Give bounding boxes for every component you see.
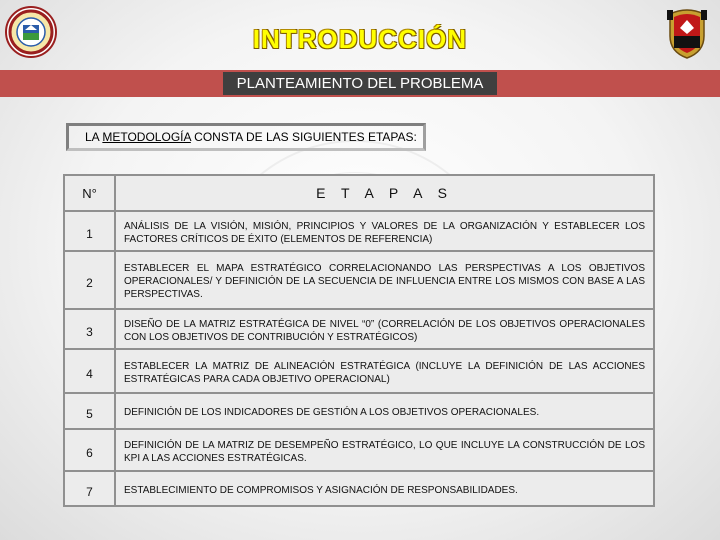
row-description: ESTABLECER LA MATRIZ DE ALINEACIÓN ESTRATÉGICA (INCLUYE LA DEFINICIÓN DE LAS ACCIONES ESTRATÉGICAS PARA CADA OBJETIVO OPERACIONAL) — [116, 350, 653, 392]
header-etapas: E T A P A S — [116, 176, 653, 210]
row-number: 2 — [65, 252, 114, 308]
row-description: ESTABLECER EL MAPA ESTRATÉGICO CORRELACIONANDO LAS PERSPECTIVAS A LOS OBJETIVOS OPERACIONALES/ Y DEFINICIÓN DE LA SECUENCIA DE INFLUENCIA ENTRE LOS MISMOS CON BASE A LAS PERSPECTIVAS. — [116, 252, 653, 308]
row-number: 3 — [65, 310, 114, 348]
row-description: DISEÑO DE LA MATRIZ ESTRATÉGICA DE NIVEL “0” (CORRELACIÓN DE LOS OBJETIVOS OPERACIONALES CON LOS OBJETIVOS DE CONTRIBUCIÓN Y ESTRATÉGICOS) — [116, 310, 653, 348]
row-description: ESTABLECIMIENTO DE COMPROMISOS Y ASIGNACIÓN DE RESPONSABILIDADES. — [116, 472, 653, 505]
stages-table — [63, 174, 655, 507]
row-description: DEFINICIÓN DE LA MATRIZ DE DESEMPEÑO ESTRATÉGICO, LO QUE INCLUYE LA CONSTRUCCIÓN DE LOS KPI A LAS ACCIONES ESTRATÉGICAS. — [116, 430, 653, 470]
intro-callout — [66, 123, 426, 151]
intro-underlined-word: METODOLOGÍA — [102, 130, 191, 144]
page-subtitle: PLANTEAMIENTO DEL PROBLEMA — [223, 72, 497, 95]
row-number: 4 — [65, 350, 114, 392]
page-title: INTRODUCCIÓN — [252, 24, 468, 54]
row-description: ANÁLISIS DE LA VISIÓN, MISIÓN, PRINCIPIOS Y VALORES DE LA ORGANIZACIÓN Y ESTABLECER LOS FACTORES CRÍTICOS DE ÉXITO (ELEMENTOS DE REFERENCIA) — [116, 212, 653, 250]
row-number: 5 — [65, 394, 114, 428]
row-number: 1 — [65, 212, 114, 250]
intro-suffix: CONSTA DE LAS SIGUIENTES ETAPAS: — [190, 130, 417, 144]
row-number: 6 — [65, 430, 114, 470]
intro-prefix: LA — [85, 130, 103, 144]
row-description: DEFINICIÓN DE LOS INDICADORES DE GESTIÓN A LOS OBJETIVOS OPERACIONALES. — [116, 394, 653, 428]
header-number: N° — [65, 176, 114, 210]
row-number: 7 — [65, 472, 114, 505]
